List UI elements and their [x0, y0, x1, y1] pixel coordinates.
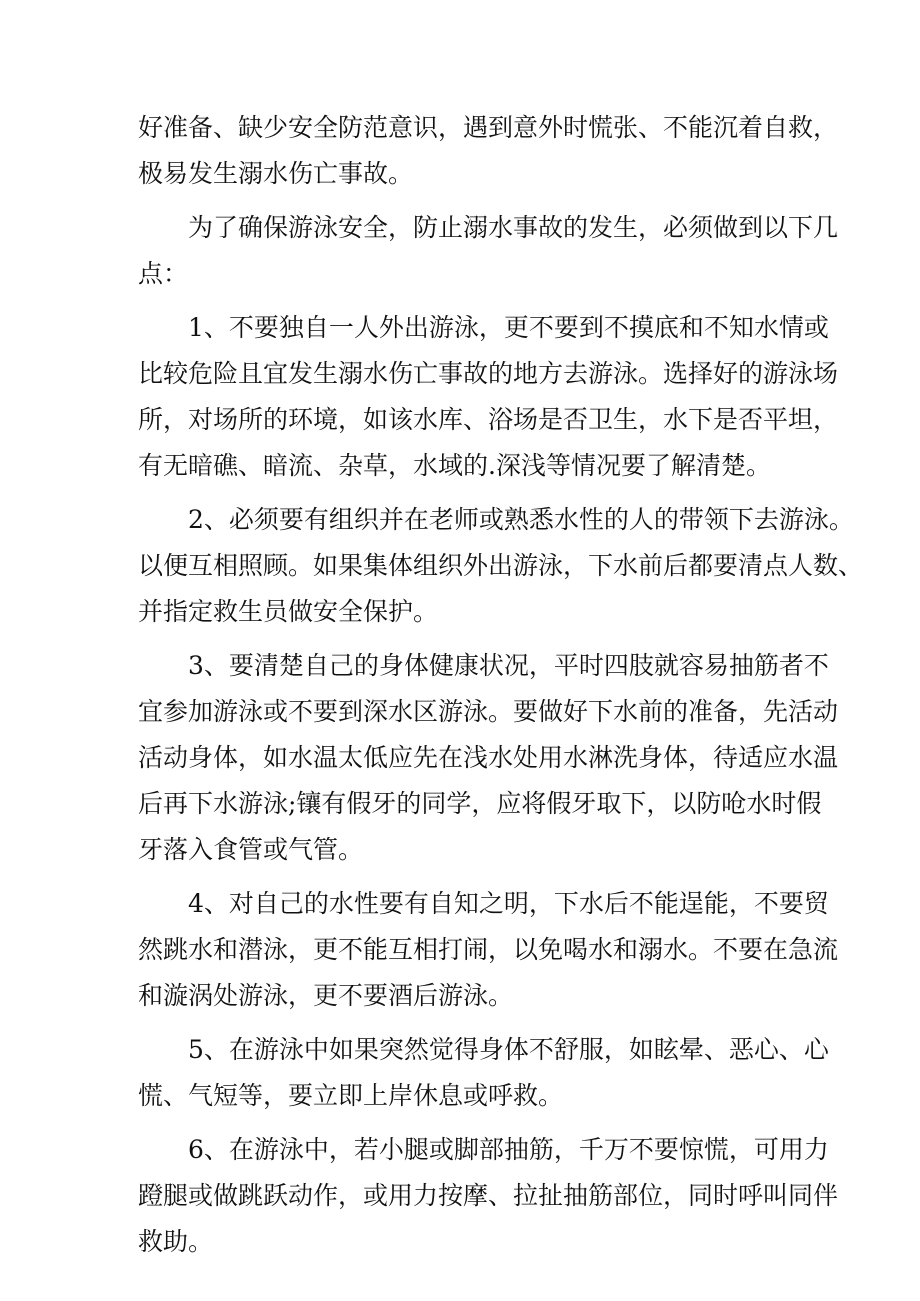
text-line: 好准备、缺少安全防范意识，遇到意外时慌张、不能沉着自救， [138, 113, 839, 142]
paragraph-point-3 [138, 643, 839, 873]
text-line: 所，对场所的环境，如该水库、浴场是否卫生，水下是否平坦， [138, 405, 839, 434]
text-line: 活动身体，如水温太低应先在浅水处用水淋洗身体，待适应水温 [138, 743, 839, 772]
text-line: 为了确保游泳安全，防止溺水事故的发生，必须做到以下几 [188, 213, 839, 242]
text-line: 救助。 [138, 1227, 214, 1256]
text-line: 比较危险且宜发生溺水伤亡事故的地方去游泳。选择好的游泳场 [138, 359, 839, 388]
text-line: 有无暗礁、暗流、杂草，水域的.深浅等情况要了解清楚。 [138, 451, 771, 480]
text-line: 蹬腿或做跳跃动作，或用力按摩、拉扯抽筋部位，同时呼叫同伴 [138, 1181, 839, 1210]
text-line: 1、不要独自一人外出游泳，更不要到不摸底和不知水情或 [188, 313, 829, 342]
paragraph-point-2 [138, 497, 864, 635]
paragraph-point-5 [138, 1027, 829, 1119]
text-line: 点： [138, 259, 189, 288]
text-line: 极易发生溺水伤亡事故。 [138, 159, 414, 188]
document-body [138, 105, 864, 1265]
text-line: 然跳水和潜泳，更不能互相打闹，以免喝水和溺水。不要在急流 [138, 935, 839, 964]
paragraph-point-1 [138, 305, 839, 489]
paragraph-point-6 [138, 1127, 839, 1265]
paragraph-intro-tail [138, 105, 839, 197]
text-line: 4、对自己的水性要有自知之明，下水后不能逞能，不要贸 [188, 889, 829, 918]
text-line: 和漩涡处游泳，更不要酒后游泳。 [138, 981, 514, 1010]
paragraph-lead [138, 205, 839, 297]
text-line: 慌、气短等，要立即上岸休息或呼救。 [138, 1081, 564, 1110]
text-line: 宜参加游泳或不要到深水区游泳。要做好下水前的准备，先活动 [138, 697, 839, 726]
text-line: 以便互相照顾。如果集体组织外出游泳，下水前后都要清点人数、 [138, 551, 864, 580]
text-line: 后再下水游泳;镶有假牙的同学，应将假牙取下，以防呛水时假 [138, 789, 822, 818]
text-line: 牙落入食管或气管。 [138, 835, 364, 864]
paragraph-point-4 [138, 881, 839, 1019]
text-line: 并指定救生员做安全保护。 [138, 597, 439, 626]
text-line: 3、要清楚自己的身体健康状况，平时四肢就容易抽筋者不 [188, 651, 829, 680]
text-line: 6、在游泳中，若小腿或脚部抽筋，千万不要惊慌，可用力 [188, 1135, 829, 1164]
text-line: 2、必须要有组织并在老师或熟悉水性的人的带领下去游泳。 [188, 505, 854, 534]
text-line: 5、在游泳中如果突然觉得身体不舒服，如眩晕、恶心、心 [188, 1035, 829, 1064]
